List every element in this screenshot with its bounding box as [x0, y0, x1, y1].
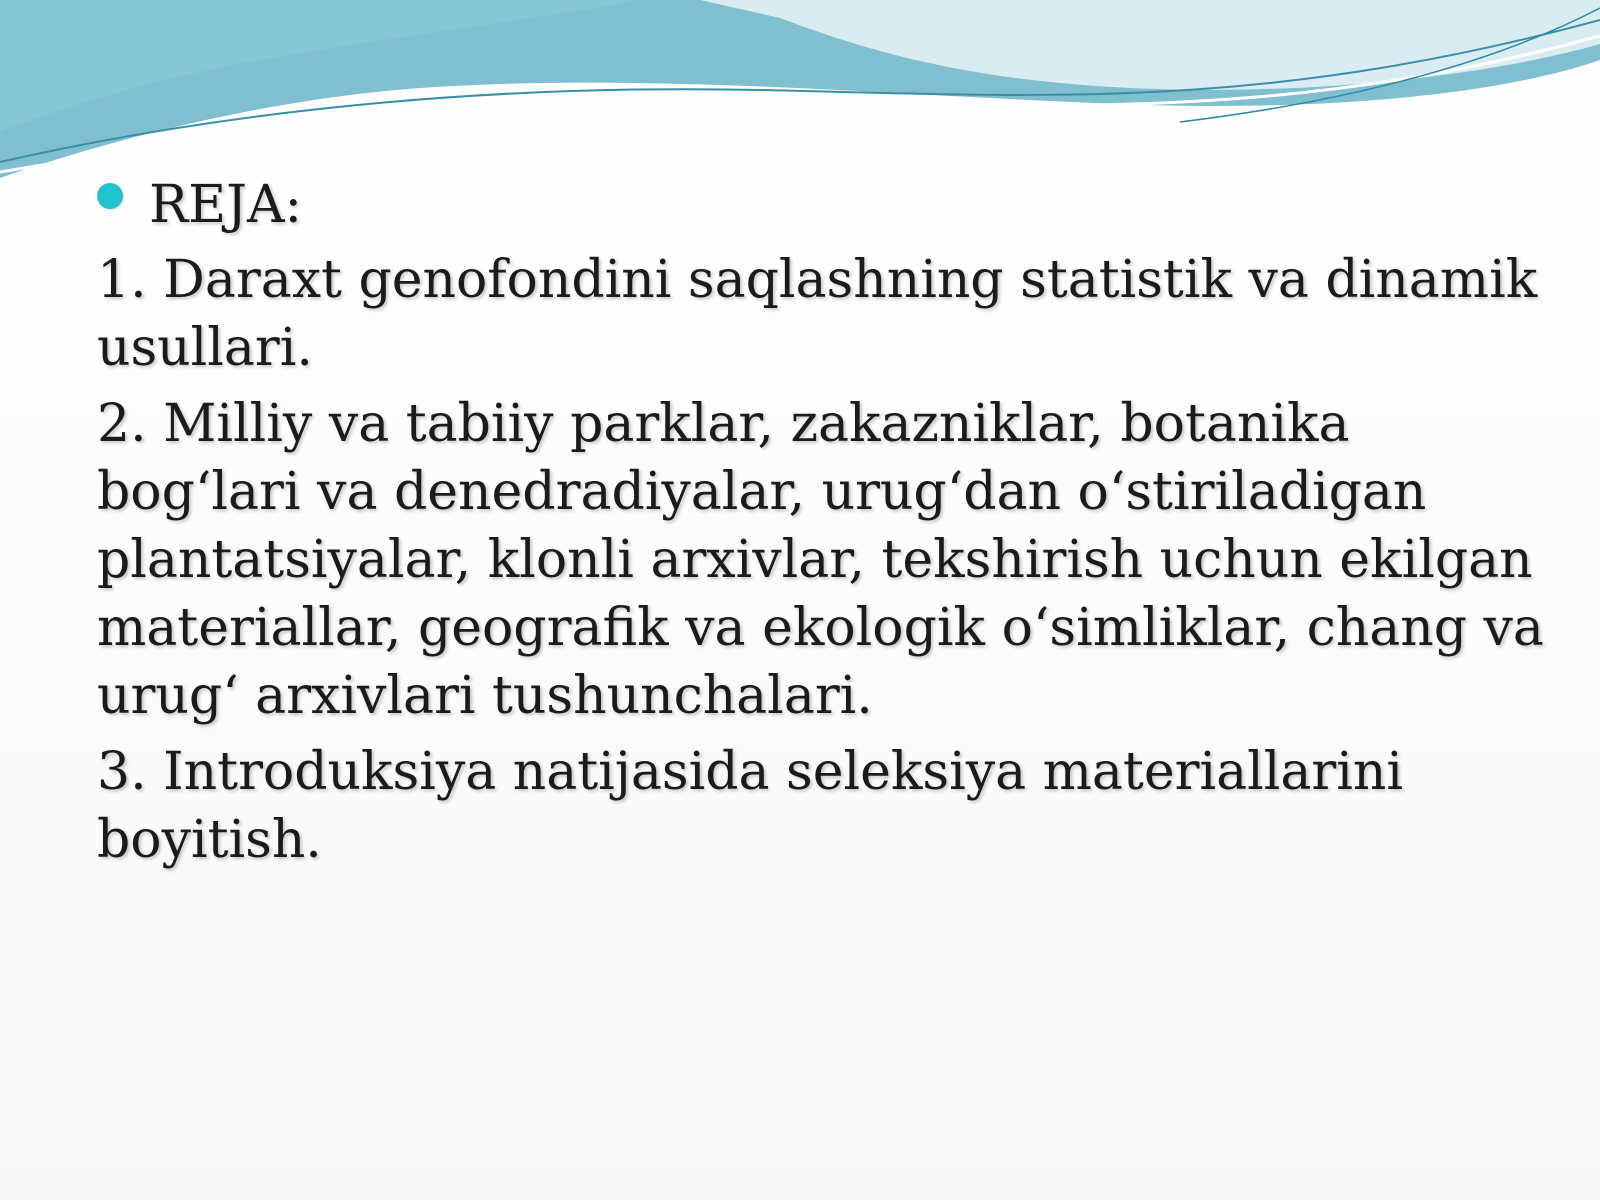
slide-body: [97, 172, 1557, 874]
plan-item-3: 3. Introduksiya natijasida seleksiya materiallarini boyitish.: [97, 742, 1403, 870]
plan-item-2: 2. Milliy va tabiiy parklar, zakazniklar, botanika bog‘lari va denedradiyalar, urug‘dan o‘stiriladigan plantatsiyalar, klonli arxivlar, tekshirish uchun ekilgan materiallar, geografik va ekologik o‘simliklar, chang va urug‘ arxivlari tushunchalari.: [97, 394, 1544, 726]
heading-row: [97, 172, 1557, 238]
header-wave-decoration: [0, 0, 1600, 190]
plan-item-1: 1. Daraxt genofondini saqlashning statistik va dinamik usullari.: [97, 250, 1538, 378]
slide-heading: REJA:: [149, 175, 303, 235]
bullet-icon: [97, 183, 123, 209]
